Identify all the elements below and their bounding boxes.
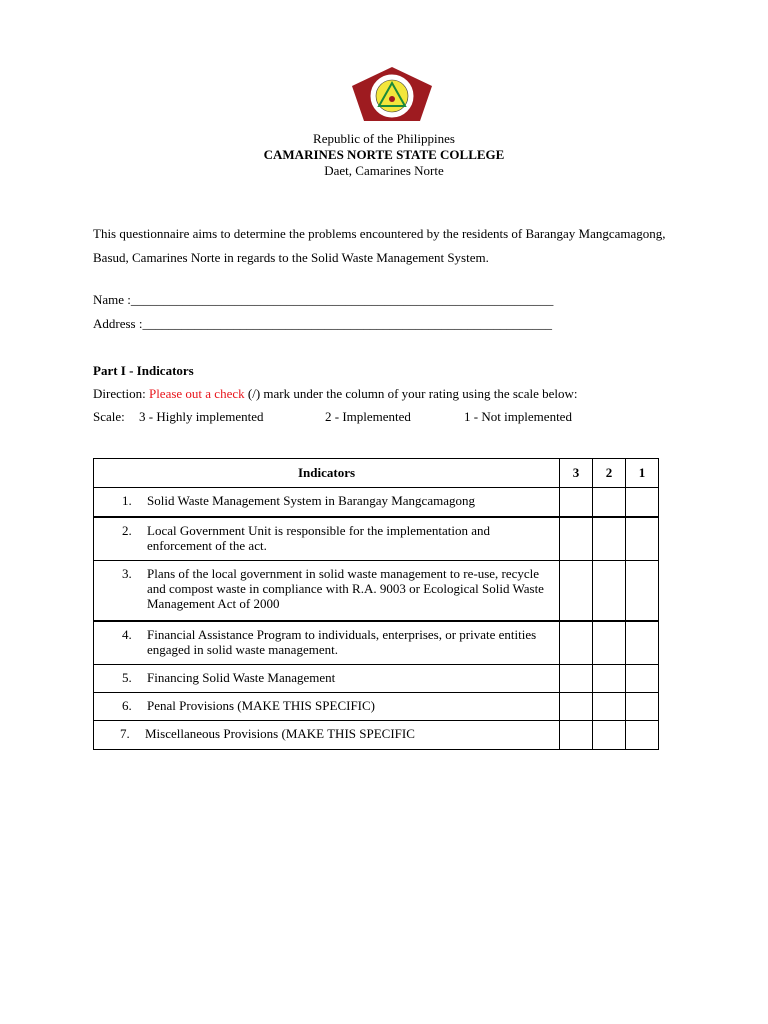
indicator-cell	[94, 517, 560, 561]
rating-3-cell[interactable]	[560, 488, 593, 517]
table-row	[94, 693, 659, 721]
rating-1-header: 1	[626, 459, 659, 488]
indicator-cell	[94, 665, 560, 693]
indicator-cell	[94, 693, 560, 721]
indicator-text: Local Government Unit is responsible for the implementation and enforcement of the act.	[147, 522, 490, 553]
table-row	[94, 561, 659, 621]
rating-2-header: 2	[593, 459, 626, 488]
direction-label: Direction:	[93, 386, 149, 401]
rating-2-cell[interactable]	[593, 517, 626, 561]
indicators-table	[93, 458, 659, 750]
indicator-cell	[94, 488, 560, 517]
rating-1-cell[interactable]	[626, 517, 659, 561]
table-row	[94, 517, 659, 561]
rating-1-cell[interactable]	[626, 665, 659, 693]
direction-text	[93, 386, 577, 402]
table-row	[94, 621, 659, 665]
table-row	[94, 665, 659, 693]
republic-line: Republic of the Philippines	[313, 131, 455, 146]
table-header-row	[94, 459, 659, 488]
indicator-text: Solid Waste Management System in Barangay Mangcamagong	[147, 493, 475, 508]
indicator-text: Financial Assistance Program to individuals, enterprises, or private entities engaged in solid waste management.	[147, 626, 537, 657]
rating-2-cell[interactable]	[593, 665, 626, 693]
indicator-cell	[94, 721, 560, 750]
address-field[interactable]: Address :_______________________________________________________________	[93, 316, 552, 331]
rating-2-cell[interactable]	[593, 488, 626, 517]
intro-paragraph: This questionnaire aims to determine the problems encountered by the residents of Barangay Mangcamagong, Basud, Camarines Norte in regards to the Solid Waste Management System.	[93, 226, 666, 265]
table-row	[94, 721, 659, 750]
indicator-number: 1.	[122, 493, 132, 508]
indicator-text: Miscellaneous Provisions (MAKE THIS SPECIFIC	[145, 726, 415, 741]
indicator-cell	[94, 621, 560, 665]
rating-1-cell[interactable]	[626, 693, 659, 721]
rating-3-cell[interactable]	[560, 517, 593, 561]
indicator-text: Plans of the local government in solid waste management to re-use, recycle and compost waste in compliance with R.A. 9003 or Ecological Solid Waste Management Act of 2000	[147, 566, 544, 611]
rating-1-cell[interactable]	[626, 561, 659, 621]
rating-2-cell[interactable]	[593, 721, 626, 750]
scale-label: Scale:	[93, 409, 125, 424]
part-title: Part I - Indicators	[93, 363, 194, 378]
college-location: Daet, Camarines Norte	[324, 163, 444, 178]
indicator-number: 5.	[122, 670, 132, 685]
scale-3: 3 - Highly implemented	[139, 409, 264, 424]
rating-2-cell[interactable]	[593, 693, 626, 721]
rating-1-cell[interactable]	[626, 721, 659, 750]
scale-1: 1 - Not implemented	[464, 409, 572, 424]
scale-2: 2 - Implemented	[325, 409, 411, 424]
direction-rest: (/) mark under the column of your rating using the scale below:	[244, 386, 578, 401]
indicator-number: 3.	[122, 566, 132, 581]
document-header	[0, 131, 768, 179]
rating-2-cell[interactable]	[593, 561, 626, 621]
rating-1-cell[interactable]	[626, 621, 659, 665]
rating-3-cell[interactable]	[560, 621, 593, 665]
indicator-number: 4.	[122, 626, 132, 642]
indicators-header: Indicators	[94, 459, 560, 488]
indicator-number: 7.	[120, 726, 130, 741]
table-row	[94, 488, 659, 517]
rating-3-header: 3	[560, 459, 593, 488]
college-name: CAMARINES NORTE STATE COLLEGE	[263, 147, 505, 162]
rating-3-cell[interactable]	[560, 721, 593, 750]
indicator-number: 6.	[122, 698, 132, 713]
rating-3-cell[interactable]	[560, 693, 593, 721]
name-field[interactable]: Name :_________________________________________________________________	[93, 292, 554, 307]
rating-1-cell[interactable]	[626, 488, 659, 517]
indicator-text: Penal Provisions (MAKE THIS SPECIFIC)	[147, 698, 376, 713]
rating-3-cell[interactable]	[560, 665, 593, 693]
indicator-text: Financing Solid Waste Management	[147, 670, 336, 685]
indicator-cell	[94, 561, 560, 621]
college-seal-logo	[350, 66, 434, 122]
indicator-number: 2.	[122, 522, 132, 538]
rating-3-cell[interactable]	[560, 561, 593, 621]
direction-highlight: Please out a check	[148, 386, 245, 401]
rating-2-cell[interactable]	[593, 621, 626, 665]
